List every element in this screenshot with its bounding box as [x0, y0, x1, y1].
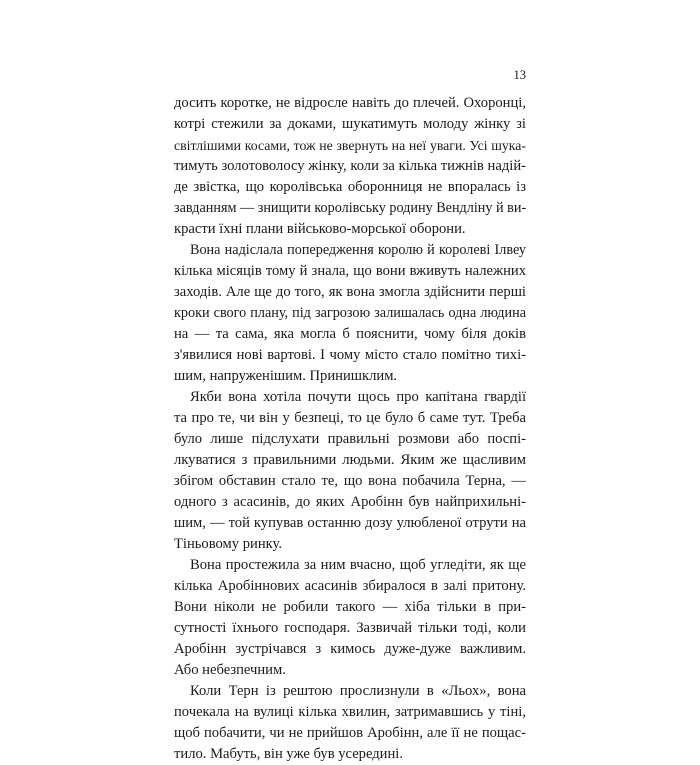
text-line: заходів. Але ще до того, як вона змогла здійснити перші: [174, 284, 526, 300]
paragraph-4: [174, 555, 526, 681]
text-line: Вони ніколи не робили такого — хіба тільки в при-: [174, 599, 526, 615]
paragraph-2: [174, 240, 526, 387]
text-line: почекала на вулиці кілька хвилин, затримавшись у тіні,: [174, 704, 526, 720]
page-number: 13: [513, 68, 526, 82]
text-line: з'явилися нові вартові. І чому місто стало помітно тихі-: [174, 347, 526, 363]
paragraph-3: [174, 387, 526, 555]
text-line: світлішими косами, тож не звернуть на неї уваги. Усі шука-: [174, 138, 526, 153]
text-line: одного з асасинів, до яких Аробінн був найприхильні-: [174, 494, 526, 510]
text-line: збігом обставин стало те, що вона побачила Терна, —: [174, 473, 526, 489]
paragraph-1: [174, 93, 526, 240]
text-line: Коли Терн із рештою прослизнули в «Льох», вона: [190, 683, 526, 699]
text-line: досить коротке, не відросле навіть до плечей. Охоронці,: [174, 95, 526, 111]
body-text: [174, 93, 526, 765]
text-line: шим, — той купував останню дозу улюбленої отрути на: [174, 515, 526, 531]
text-line: Аробінн зустрічався з кимось дуже-дуже важливим.: [174, 641, 526, 657]
text-line: котрі стежили за доками, шукатимуть молоду жінку зі: [174, 116, 526, 132]
text-line: Вона простежила за ним вчасно, щоб угледіти, як ще: [190, 557, 526, 573]
text-line: кілька Аробіннових асасинів збиралося в залі притону.: [174, 578, 526, 594]
text-line: та про те, чи він у безпеці, то це було б саме тут. Треба: [174, 410, 526, 426]
text-line: шим, напруженішим. Принишклим.: [174, 368, 398, 384]
text-line: кроки свого плану, під загрозою залишалась одна людина: [174, 305, 526, 321]
text-line: де звістка, що королівська оборонниця не впоралась із: [174, 179, 526, 195]
text-line: красти їхні плани військово-морської оборони.: [174, 221, 466, 237]
paragraph-5: [174, 681, 526, 765]
text-line: на — та сама, яка могла б пояснити, чому біля доків: [174, 326, 526, 342]
text-line: сутності їхнього господаря. Зазвичай тільки тоді, коли: [174, 620, 526, 636]
text-line: кілька місяців тому й знала, що вони вживуть належних: [174, 263, 526, 279]
text-line: щоб побачити, чи не прийшов Аробінн, але її не пощас-: [174, 725, 526, 741]
text-line: завданням — знищити королівську родину Вендліну й ви-: [174, 200, 527, 216]
text-line: тимуть золотоволосу жінку, коли за кілька тижнів надій-: [174, 158, 526, 174]
text-line: Вона надіслала попередження королю й королеві Ілвеу: [190, 242, 526, 258]
text-line: тило. Мабуть, він уже був усередині.: [174, 746, 404, 762]
text-line: Тіньовому ринку.: [174, 536, 283, 552]
text-line: Якби вона хотіла почути щось про капітана гвардії: [190, 389, 526, 405]
text-line: Або небезпечним.: [174, 662, 286, 678]
text-line: лкуватися з правильними людьми. Яким же щасливим: [174, 452, 526, 468]
text-line: було лише підслухати правильні розмови або поспі-: [174, 431, 526, 447]
